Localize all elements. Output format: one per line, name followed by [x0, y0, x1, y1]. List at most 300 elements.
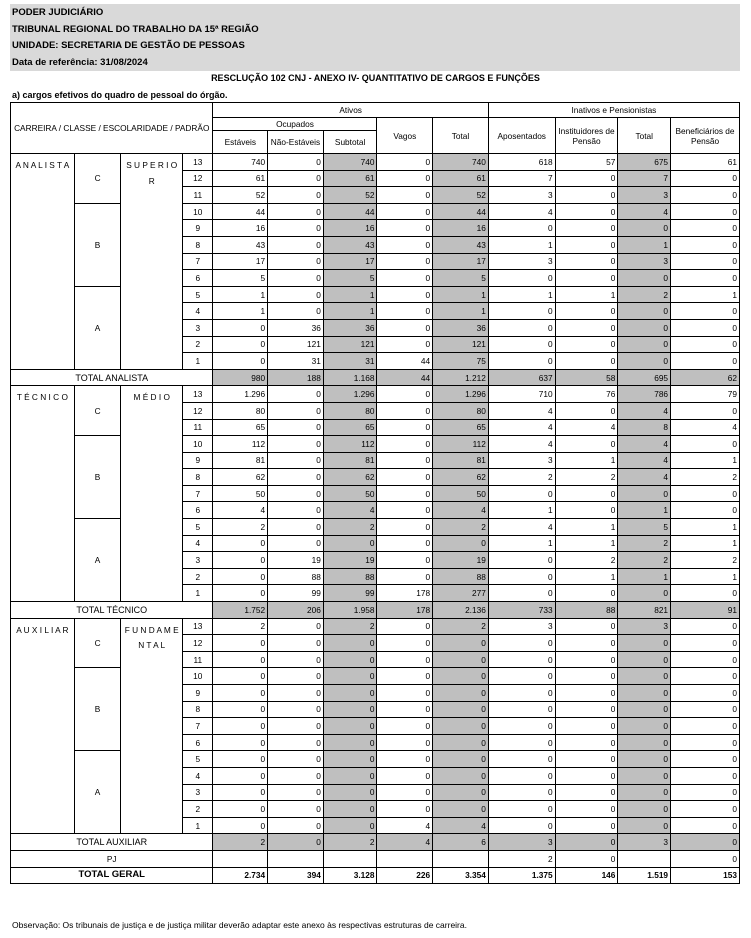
table-cell: 4 — [433, 502, 489, 519]
table-cell: 0 — [433, 685, 489, 702]
table-cell: 0 — [618, 801, 671, 818]
table-cell: 0 — [555, 685, 618, 702]
grand-total-row — [11, 867, 740, 884]
table-cell: 0 — [268, 469, 324, 486]
table-cell: 0 — [268, 436, 324, 453]
table-cell: 0 — [618, 353, 671, 370]
table-cell: 0 — [618, 817, 671, 834]
total-cell: 0 — [268, 834, 324, 851]
table-cell: 0 — [268, 485, 324, 502]
table-row — [11, 386, 740, 403]
table-cell: 0 — [377, 784, 433, 801]
table-cell: 0 — [488, 784, 555, 801]
table-cell: 0 — [323, 817, 377, 834]
table-cell: 0 — [323, 718, 377, 735]
table-cell: 0 — [488, 668, 555, 685]
table-cell: 0 — [268, 236, 324, 253]
standard-level: 6 — [183, 270, 213, 287]
table-cell: 0 — [377, 718, 433, 735]
table-cell: 0 — [268, 801, 324, 818]
standard-level: 7 — [183, 718, 213, 735]
table-cell: 0 — [618, 220, 671, 237]
table-cell: 0 — [488, 585, 555, 602]
table-row — [11, 751, 740, 768]
table-cell: 0 — [555, 784, 618, 801]
table-cell: 0 — [671, 203, 740, 220]
table-cell: 81 — [323, 452, 377, 469]
table-cell: 2 — [555, 469, 618, 486]
table-cell: 4 — [618, 436, 671, 453]
table-cell: 1 — [323, 286, 377, 303]
standard-level: 6 — [183, 502, 213, 519]
table-cell: 0 — [268, 685, 324, 702]
table-cell: 0 — [323, 685, 377, 702]
table-cell: 3 — [488, 253, 555, 270]
table-cell: 0 — [377, 535, 433, 552]
table-cell: 3 — [488, 618, 555, 635]
table-cell: 0 — [323, 701, 377, 718]
table-cell: 0 — [268, 535, 324, 552]
table-cell: 0 — [433, 535, 489, 552]
table-cell: 0 — [671, 751, 740, 768]
table-cell: 0 — [268, 767, 324, 784]
table-cell: 0 — [268, 701, 324, 718]
col-header-vagos: Vagos — [377, 118, 433, 154]
table-cell: 44 — [213, 203, 268, 220]
table-cell: 4 — [213, 502, 268, 519]
table-cell: 2 — [323, 519, 377, 536]
table-cell: 0 — [555, 336, 618, 353]
table-cell: 0 — [377, 502, 433, 519]
total-cell: 1.752 — [213, 602, 268, 619]
table-cell: 2 — [618, 552, 671, 569]
standard-level: 11 — [183, 419, 213, 436]
table-cell: 4 — [488, 436, 555, 453]
table-cell: 0 — [671, 784, 740, 801]
table-cell: 7 — [618, 170, 671, 187]
table-cell: 1 — [555, 286, 618, 303]
table-cell: 0 — [377, 801, 433, 818]
table-cell: 0 — [377, 236, 433, 253]
table-cell: 0 — [213, 751, 268, 768]
table-cell: 0 — [268, 187, 324, 204]
table-cell: 44 — [377, 353, 433, 370]
table-cell: 0 — [618, 651, 671, 668]
table-cell: 0 — [377, 203, 433, 220]
table-cell: 786 — [618, 386, 671, 403]
table-cell: 1.296 — [213, 386, 268, 403]
total-cell: 0 — [555, 834, 618, 851]
table-cell: 0 — [213, 535, 268, 552]
table-cell: 0 — [671, 353, 740, 370]
table-cell: 65 — [213, 419, 268, 436]
table-cell: 0 — [268, 502, 324, 519]
table-cell: 0 — [377, 767, 433, 784]
standard-level: 3 — [183, 784, 213, 801]
table-cell: 0 — [323, 751, 377, 768]
table-cell: 0 — [555, 436, 618, 453]
table-cell: 75 — [433, 353, 489, 370]
standard-level: 8 — [183, 236, 213, 253]
table-cell: 0 — [433, 651, 489, 668]
table-cell: 4 — [618, 203, 671, 220]
table-cell: 0 — [671, 336, 740, 353]
table-cell: 2 — [618, 286, 671, 303]
table-cell: 1 — [433, 286, 489, 303]
table-cell: 0 — [268, 419, 324, 436]
table-cell: 0 — [618, 751, 671, 768]
table-cell: 0 — [433, 784, 489, 801]
table-cell: 5 — [323, 270, 377, 287]
table-cell: 2 — [488, 469, 555, 486]
table-cell: 62 — [433, 469, 489, 486]
table-cell: 0 — [488, 336, 555, 353]
table-cell: 0 — [377, 469, 433, 486]
table-cell: 61 — [671, 154, 740, 171]
table-row — [11, 286, 740, 303]
table-cell: 3 — [618, 618, 671, 635]
table-cell: 2 — [213, 519, 268, 536]
table-cell: 0 — [671, 402, 740, 419]
table-cell: 0 — [618, 303, 671, 320]
table-cell: 0 — [268, 635, 324, 652]
table-cell: 81 — [433, 452, 489, 469]
standard-level: 10 — [183, 203, 213, 220]
table-cell: 0 — [377, 303, 433, 320]
col-header-aposentados: Aposentados — [488, 118, 555, 154]
pj-cell: 0 — [671, 850, 740, 867]
class-label: A — [74, 751, 121, 834]
table-cell: 0 — [555, 585, 618, 602]
standard-level: 7 — [183, 253, 213, 270]
standard-level: 1 — [183, 353, 213, 370]
education-level: S U P E R I O R — [121, 154, 183, 370]
table-cell: 0 — [213, 685, 268, 702]
table-cell: 2 — [671, 552, 740, 569]
table-cell: 81 — [213, 452, 268, 469]
grand-total-cell: 3.128 — [323, 867, 377, 884]
table-cell: 1 — [555, 568, 618, 585]
table-cell: 80 — [433, 402, 489, 419]
table-cell: 0 — [268, 751, 324, 768]
table-cell: 0 — [671, 236, 740, 253]
table-cell: 0 — [377, 568, 433, 585]
table-cell: 0 — [488, 485, 555, 502]
table-cell: 0 — [213, 817, 268, 834]
table-cell: 4 — [555, 419, 618, 436]
table-cell: 0 — [213, 353, 268, 370]
table-cell: 0 — [555, 236, 618, 253]
standard-level: 9 — [183, 452, 213, 469]
table-cell: 0 — [555, 734, 618, 751]
table-cell: 1 — [671, 452, 740, 469]
total-cell: 733 — [488, 602, 555, 619]
table-cell: 5 — [618, 519, 671, 536]
table-cell: 0 — [268, 618, 324, 635]
table-cell: 0 — [671, 685, 740, 702]
table-cell: 0 — [433, 734, 489, 751]
table-cell: 0 — [213, 651, 268, 668]
table-cell: 0 — [377, 319, 433, 336]
table-cell: 1 — [671, 568, 740, 585]
table-cell: 1 — [213, 303, 268, 320]
table-cell: 0 — [488, 319, 555, 336]
table-cell: 121 — [268, 336, 324, 353]
table-cell: 61 — [323, 170, 377, 187]
table-cell: 0 — [671, 270, 740, 287]
table-cell: 0 — [618, 668, 671, 685]
standard-level: 9 — [183, 220, 213, 237]
table-cell: 0 — [377, 734, 433, 751]
pj-cell — [213, 850, 268, 867]
table-cell: 0 — [618, 585, 671, 602]
table-cell: 1 — [618, 502, 671, 519]
table-cell: 0 — [488, 303, 555, 320]
standard-level: 2 — [183, 801, 213, 818]
pj-cell — [268, 850, 324, 867]
table-cell: 0 — [377, 253, 433, 270]
grand-total-cell: 3.354 — [433, 867, 489, 884]
table-cell: 0 — [555, 767, 618, 784]
pj-cell — [323, 850, 377, 867]
total-cell: 637 — [488, 369, 555, 386]
table-row — [11, 436, 740, 453]
section-total-label: TOTAL ANALISTA — [11, 369, 213, 386]
table-cell: 0 — [618, 635, 671, 652]
total-cell: 980 — [213, 369, 268, 386]
table-cell: 0 — [268, 170, 324, 187]
career-name: A U X I L I A R — [11, 618, 75, 834]
table-cell: 0 — [323, 784, 377, 801]
table-cell: 0 — [213, 635, 268, 652]
col-header-nao-estaveis: Não-Estáveis — [268, 131, 324, 154]
table-cell: 0 — [671, 502, 740, 519]
table-cell: 178 — [377, 585, 433, 602]
total-cell: 0 — [671, 834, 740, 851]
table-cell: 0 — [555, 701, 618, 718]
table-cell: 52 — [323, 187, 377, 204]
table-cell: 0 — [213, 734, 268, 751]
table-cell: 740 — [213, 154, 268, 171]
table-cell: 0 — [377, 685, 433, 702]
table-cell: 0 — [377, 751, 433, 768]
table-cell: 4 — [618, 402, 671, 419]
table-row — [11, 154, 740, 171]
table-cell: 17 — [213, 253, 268, 270]
table-cell: 1 — [555, 535, 618, 552]
table-cell: 0 — [323, 535, 377, 552]
table-cell: 17 — [323, 253, 377, 270]
table-cell: 0 — [213, 701, 268, 718]
table-cell: 1.296 — [433, 386, 489, 403]
table-cell: 0 — [323, 635, 377, 652]
table-cell: 36 — [323, 319, 377, 336]
section-total-row — [11, 602, 740, 619]
standard-level: 13 — [183, 386, 213, 403]
total-cell: 4 — [377, 834, 433, 851]
table-cell: 43 — [213, 236, 268, 253]
table-cell: 2 — [433, 618, 489, 635]
table-cell: 4 — [618, 469, 671, 486]
table-cell: 31 — [323, 353, 377, 370]
table-cell: 0 — [488, 734, 555, 751]
table-cell: 0 — [488, 801, 555, 818]
table-cell: 0 — [618, 767, 671, 784]
table-cell: 0 — [323, 668, 377, 685]
table-cell: 0 — [555, 253, 618, 270]
col-header-ativos: Ativos — [213, 103, 488, 118]
table-cell: 88 — [433, 568, 489, 585]
total-cell: 821 — [618, 602, 671, 619]
table-cell: 0 — [555, 751, 618, 768]
standard-level: 8 — [183, 469, 213, 486]
table-cell: 1 — [555, 519, 618, 536]
header-line-1: PODER JUDICIÁRIO — [12, 7, 104, 18]
grand-total-cell: 146 — [555, 867, 618, 884]
table-cell: 0 — [433, 701, 489, 718]
col-header-instituidores: Instituidores de Pensão — [555, 118, 618, 154]
table-cell: 2 — [323, 618, 377, 635]
table-cell: 0 — [268, 734, 324, 751]
table-cell: 0 — [213, 718, 268, 735]
table-cell: 4 — [488, 402, 555, 419]
table-cell: 0 — [618, 270, 671, 287]
table-cell: 0 — [618, 784, 671, 801]
pj-label: PJ — [11, 850, 213, 867]
table-cell: 0 — [555, 801, 618, 818]
table-cell: 1.296 — [323, 386, 377, 403]
table-cell: 0 — [555, 187, 618, 204]
table-cell: 80 — [213, 402, 268, 419]
table-cell: 0 — [671, 801, 740, 818]
table-cell: 17 — [433, 253, 489, 270]
table-cell: 0 — [488, 651, 555, 668]
table-cell: 1 — [488, 236, 555, 253]
section-total-row — [11, 834, 740, 851]
table-cell: 50 — [433, 485, 489, 502]
table-cell: 277 — [433, 585, 489, 602]
table-cell: 0 — [618, 701, 671, 718]
table-cell: 112 — [433, 436, 489, 453]
table-cell: 112 — [323, 436, 377, 453]
total-cell: 1.168 — [323, 369, 377, 386]
table-cell: 0 — [268, 817, 324, 834]
table-cell: 16 — [433, 220, 489, 237]
table-cell: 19 — [433, 552, 489, 569]
table-cell: 0 — [213, 552, 268, 569]
table-cell: 0 — [671, 734, 740, 751]
table-cell: 43 — [433, 236, 489, 253]
table-cell: 0 — [377, 452, 433, 469]
table-cell: 0 — [488, 817, 555, 834]
table-cell: 0 — [671, 436, 740, 453]
table-cell: 0 — [323, 801, 377, 818]
table-cell: 0 — [433, 751, 489, 768]
career-name: T É C N I C O — [11, 386, 75, 602]
table-cell: 0 — [555, 485, 618, 502]
col-header-ocupados: Ocupados — [213, 118, 377, 131]
table-cell: 2 — [671, 469, 740, 486]
table-cell: 0 — [671, 618, 740, 635]
table-cell: 0 — [377, 485, 433, 502]
table-cell: 0 — [377, 519, 433, 536]
table-cell: 0 — [268, 253, 324, 270]
table-cell: 4 — [488, 519, 555, 536]
table-cell: 740 — [323, 154, 377, 171]
grand-total-cell: 1.519 — [618, 867, 671, 884]
standard-level: 2 — [183, 336, 213, 353]
table-cell: 0 — [618, 685, 671, 702]
table-cell: 4 — [488, 203, 555, 220]
table-cell: 0 — [488, 270, 555, 287]
table-cell: 0 — [488, 751, 555, 768]
table-cell: 0 — [555, 668, 618, 685]
table-cell: 36 — [433, 319, 489, 336]
standard-level: 11 — [183, 187, 213, 204]
section-total-label: TOTAL TÉCNICO — [11, 602, 213, 619]
table-cell: 0 — [555, 718, 618, 735]
table-cell: 112 — [213, 436, 268, 453]
standard-level: 3 — [183, 552, 213, 569]
document-title: RESCLUÇÃO 102 CNJ - ANEXO IV- QUANTITATIVO DE CARGOS E FUNÇÕES — [211, 73, 540, 83]
table-cell: 0 — [555, 270, 618, 287]
col-header-total: Total — [433, 118, 489, 154]
table-cell: 0 — [555, 502, 618, 519]
table-cell: 0 — [377, 220, 433, 237]
table-cell: 0 — [488, 685, 555, 702]
table-cell: 0 — [377, 668, 433, 685]
table-cell: 65 — [323, 419, 377, 436]
table-cell: 57 — [555, 154, 618, 171]
standard-level: 6 — [183, 734, 213, 751]
table-cell: 0 — [671, 220, 740, 237]
table-cell: 1 — [671, 535, 740, 552]
table-cell: 1 — [488, 502, 555, 519]
standard-level: 5 — [183, 751, 213, 768]
document-subtitle: a) cargos efetivos do quadro de pessoal do órgão. — [12, 90, 228, 100]
class-label: B — [74, 668, 121, 751]
table-cell: 16 — [213, 220, 268, 237]
grand-total-label: TOTAL GERAL — [11, 867, 213, 884]
table-cell: 0 — [671, 585, 740, 602]
table-cell: 0 — [555, 635, 618, 652]
standard-level: 2 — [183, 568, 213, 585]
table-cell: 0 — [618, 336, 671, 353]
total-cell: 2.136 — [433, 602, 489, 619]
standard-level: 12 — [183, 402, 213, 419]
table-cell: 618 — [488, 154, 555, 171]
table-row — [11, 519, 740, 536]
pj-cell — [433, 850, 489, 867]
table-cell: 8 — [618, 419, 671, 436]
standard-level: 3 — [183, 319, 213, 336]
table-cell: 0 — [671, 718, 740, 735]
col-header-subtotal: Subtotal — [323, 131, 377, 154]
table-cell: 0 — [488, 718, 555, 735]
table-cell: 0 — [213, 568, 268, 585]
table-cell: 1 — [671, 519, 740, 536]
table-cell: 0 — [268, 651, 324, 668]
section-total-label: TOTAL AUXILIAR — [11, 834, 213, 851]
table-cell: 0 — [213, 336, 268, 353]
table-cell: 121 — [323, 336, 377, 353]
table-cell: 0 — [323, 767, 377, 784]
table-cell: 0 — [671, 253, 740, 270]
table-cell: 0 — [433, 718, 489, 735]
standard-level: 8 — [183, 701, 213, 718]
table-cell: 0 — [488, 635, 555, 652]
section-total-row — [11, 369, 740, 386]
